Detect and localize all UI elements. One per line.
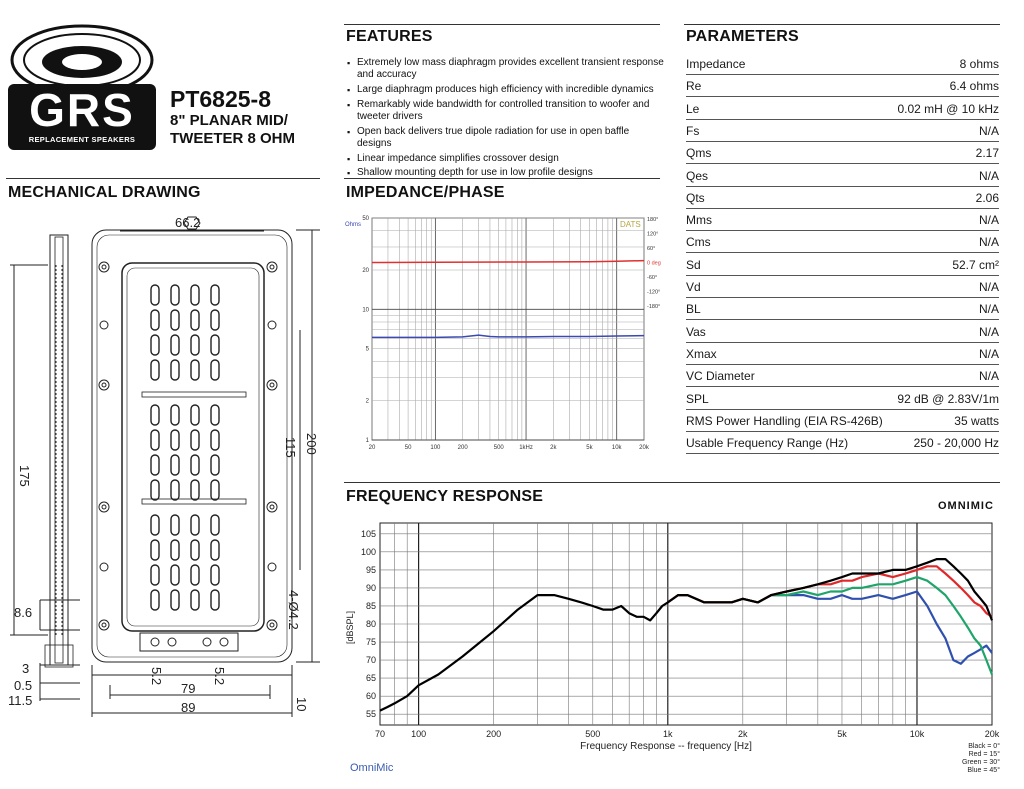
param-value: 2.17 <box>975 146 999 161</box>
vent-slot <box>211 405 219 425</box>
vent-slot <box>191 310 199 330</box>
mechanical-drawing <box>0 205 330 720</box>
legend-entry: Green = 30° <box>961 759 1000 766</box>
feature-item: ▪ Remarkably wide bandwidth for controlled transition to woofer and tweeter drivers <box>347 99 665 124</box>
dim-115: 115 <box>283 437 298 458</box>
param-value: N/A <box>978 235 999 250</box>
vent-slot <box>191 455 199 475</box>
param-value: N/A <box>978 369 999 384</box>
omnimic-footer: OmniMic <box>350 762 394 774</box>
vent-slot <box>211 515 219 535</box>
param-name: Fs <box>686 123 700 138</box>
param-row <box>686 120 999 142</box>
imp-x-tick: 200 <box>457 445 468 451</box>
fr-xlabel: Frequency Response -- frequency [Hz] <box>580 741 752 752</box>
features-list <box>347 57 665 182</box>
dim-5-2a: 5.2 <box>149 667 164 686</box>
fr-y-tick: 65 <box>365 673 376 684</box>
param-row <box>686 209 999 231</box>
vent-slot <box>171 540 179 560</box>
param-value: N/A <box>978 213 999 228</box>
vent-slot <box>171 430 179 450</box>
frequency-title: FREQUENCY RESPONSE <box>346 488 544 505</box>
param-value: N/A <box>978 123 999 138</box>
vent-slot <box>151 480 159 500</box>
imp-x-tick: 50 <box>404 445 412 451</box>
vent-slot <box>171 360 179 380</box>
param-name: Vas <box>686 324 706 339</box>
param-name: Qts <box>686 190 705 205</box>
vent-slot <box>171 565 179 585</box>
product-line1: 8" PLANAR MID/ <box>170 112 288 129</box>
vent-slot <box>171 590 179 610</box>
vent-slot <box>191 480 199 500</box>
feature-item: ▪ Open back delivers true dipole radiation for use in open baffle designs <box>347 126 665 151</box>
vent-slot <box>191 360 199 380</box>
param-row <box>686 231 999 253</box>
param-row <box>686 53 999 75</box>
vent-slot <box>171 335 179 355</box>
vent-slot <box>211 590 219 610</box>
imp-y-tick: 1 <box>365 438 369 444</box>
dim-10: 10 <box>294 697 309 712</box>
param-row <box>686 321 999 343</box>
fr-y-tick: 70 <box>365 655 376 666</box>
parameters-rule <box>684 24 1000 25</box>
vent-slot <box>191 565 199 585</box>
product-line2: TWEETER 8 OHM <box>170 130 296 147</box>
vent-slot <box>211 540 219 560</box>
imp-x-tick: 1kHz <box>519 445 533 451</box>
param-row <box>686 254 999 276</box>
vent-slot <box>211 455 219 475</box>
vent-slot <box>171 480 179 500</box>
imp-phase-tick: -120° <box>647 289 661 296</box>
fr-x-tick: 100 <box>411 729 427 739</box>
param-row <box>686 187 999 209</box>
dim-8-6: 8.6 <box>14 605 33 620</box>
vent-slot <box>151 515 159 535</box>
vent-slot <box>191 405 199 425</box>
dim-79: 79 <box>181 681 196 696</box>
fr-y-tick: 75 <box>365 637 376 648</box>
vent-slot <box>151 590 159 610</box>
fr-y-tick: 90 <box>365 582 376 593</box>
imp-x-tick: 500 <box>493 445 504 451</box>
imp-y-tick: 20 <box>362 267 369 274</box>
vent-slot <box>211 565 219 585</box>
dim-175: 175 <box>17 465 32 487</box>
param-name: Usable Frequency Range (Hz) <box>686 436 849 451</box>
vent-slot <box>171 310 179 330</box>
param-row <box>686 432 999 454</box>
mechanical-title: MECHANICAL DRAWING <box>8 184 201 201</box>
feature-item: ▪ Shallow mounting depth for use in low profile designs <box>347 167 665 179</box>
vent-slot <box>151 540 159 560</box>
param-name: VC Diameter <box>686 369 755 384</box>
vent-slot <box>151 565 159 585</box>
imp-phase-tick: -60° <box>647 275 658 281</box>
dim-top-width: 66.2 <box>175 215 201 230</box>
vent-slot <box>191 335 199 355</box>
vent-slot <box>151 360 159 380</box>
vent-slot <box>151 335 159 355</box>
vent-slot <box>171 405 179 425</box>
imp-y-tick: 10 <box>362 307 369 314</box>
param-name: Qms <box>686 146 712 161</box>
param-row <box>686 75 999 97</box>
features-rule <box>344 24 660 25</box>
legend-entry: Black = 0° <box>968 743 1000 750</box>
features-title: FEATURES <box>346 28 433 45</box>
fr-x-tick: 200 <box>486 729 502 739</box>
fr-x-tick: 70 <box>374 729 386 739</box>
frequency-legend <box>944 743 1000 775</box>
brand-logo <box>8 22 156 152</box>
param-name: Vd <box>686 280 701 294</box>
mechanical-rule <box>6 178 320 179</box>
fr-x-tick: 2k <box>738 729 748 739</box>
param-row <box>686 98 999 120</box>
vent-slot <box>211 285 219 305</box>
fr-y-tick: 80 <box>365 619 376 629</box>
param-value: 250 - 20,000 Hz <box>913 436 999 451</box>
feature-item: ▪ Extremely low mass diaphragm provides excellent transient response and accuracy <box>347 57 665 82</box>
dats-watermark: DATS <box>620 220 641 229</box>
param-name: Re <box>686 79 702 94</box>
vent-slot <box>151 285 159 305</box>
fr-y-tick: 85 <box>365 600 376 611</box>
vent-slot <box>211 310 219 330</box>
param-name: Impedance <box>686 57 746 71</box>
param-name: BL <box>686 302 701 317</box>
vent-slot <box>211 360 219 380</box>
legend-entry: Blue = 45° <box>967 767 1000 774</box>
fr-y-tick: 95 <box>365 564 376 575</box>
vent-slot <box>211 430 219 450</box>
imp-y-tick: 50 <box>362 216 369 222</box>
param-value: N/A <box>978 280 999 294</box>
imp-plot-frame <box>372 218 644 440</box>
parameters-table <box>686 53 999 453</box>
param-value: N/A <box>978 346 999 361</box>
fr-x-tick: 5k <box>837 729 847 739</box>
imp-x-tick: 5k <box>586 445 593 451</box>
param-name: Qes <box>686 168 709 183</box>
param-value: N/A <box>978 302 999 317</box>
fr-x-tick: 500 <box>585 729 601 739</box>
impedance-title: IMPEDANCE/PHASE <box>346 184 505 201</box>
imp-x-tick: 2k <box>550 445 557 451</box>
vent-slot <box>191 285 199 305</box>
frequency-rule <box>344 482 1000 483</box>
fr-y-tick: 60 <box>365 691 376 702</box>
imp-x-tick: 10k <box>611 445 622 451</box>
vent-slot <box>191 515 199 535</box>
imp-x-tick: 20 <box>368 445 376 451</box>
param-name: Le <box>686 101 700 116</box>
param-value: 2.06 <box>975 190 999 205</box>
product-model: PT6825-8 <box>170 86 272 112</box>
imp-x-tick: 100 <box>430 445 441 451</box>
vent-slot <box>151 430 159 450</box>
logo-text: GRS <box>29 84 135 136</box>
imp-x-tick: 20k <box>639 445 649 451</box>
param-value: 52.7 cm² <box>952 257 999 272</box>
imp-phase-tick: 120° <box>647 231 659 238</box>
dim-5-2b: 5.2 <box>212 667 227 686</box>
param-row <box>686 365 999 387</box>
param-value: 8 ohms <box>959 57 999 71</box>
vent-slot <box>191 430 199 450</box>
fr-y-tick: 105 <box>360 528 376 539</box>
fr-ylabel: [dBSPL] <box>345 610 355 644</box>
vent-slot <box>151 455 159 475</box>
dim-11-5: 11.5 <box>8 693 33 708</box>
impedance-curve <box>372 335 644 337</box>
param-value: 6.4 ohms <box>949 79 999 94</box>
param-name: Mms <box>686 213 712 228</box>
param-name: RMS Power Handling (EIA RS-426B) <box>686 413 883 428</box>
fr-y-tick: 100 <box>360 546 376 557</box>
imp-phase-tick: 60° <box>647 246 656 252</box>
feature-item: ▪ Large diaphragm produces high efficiency with incredible dynamics <box>347 84 665 96</box>
fr-x-tick: 10k <box>909 729 925 739</box>
fr-x-tick: 20k <box>984 729 1000 739</box>
param-name: SPL <box>686 391 709 406</box>
dim-3: 3 <box>22 661 30 676</box>
param-name: Sd <box>686 257 701 272</box>
vent-slot <box>151 310 159 330</box>
logo-subtext: REPLACEMENT SPEAKERS <box>28 135 136 144</box>
feature-item: ▪ Linear impedance simplifies crossover design <box>347 153 665 165</box>
param-row <box>686 343 999 365</box>
param-value: 0.02 mH @ 10 kHz <box>897 101 999 116</box>
imp-phase-tick: 180° <box>647 217 659 223</box>
imp-phase-tick: 0 deg <box>647 260 661 267</box>
param-value: N/A <box>978 168 999 183</box>
param-row <box>686 165 999 187</box>
vent-slot <box>171 455 179 475</box>
fr-x-tick: 1k <box>663 729 673 739</box>
param-value: 92 dB @ 2.83V/1m <box>897 391 999 406</box>
dim-holes: 4-Ø4.2 <box>286 590 301 630</box>
imp-phase-tick: -180° <box>647 304 661 310</box>
param-row <box>686 298 999 320</box>
fr-y-tick: 55 <box>365 709 376 720</box>
vent-slot <box>211 335 219 355</box>
frequency-chart <box>342 515 1002 760</box>
vent-slot <box>171 515 179 535</box>
omnimic-brand: OMNIMIC <box>938 500 994 512</box>
vent-slot <box>211 480 219 500</box>
param-value: N/A <box>978 324 999 339</box>
imp-ylabel: Ohms <box>345 222 362 228</box>
param-value: 35 watts <box>954 413 999 428</box>
parameters-title: PARAMETERS <box>686 28 799 45</box>
param-row <box>686 276 999 298</box>
imp-y-tick: 5 <box>365 346 369 353</box>
param-row <box>686 410 999 432</box>
dim-200: 200 <box>304 433 319 455</box>
vent-slot <box>191 590 199 610</box>
impedance-rule <box>344 178 660 179</box>
dim-0-5: 0.5 <box>14 678 33 693</box>
vent-slot <box>191 540 199 560</box>
param-row <box>686 388 999 410</box>
param-name: Xmax <box>686 346 717 361</box>
dim-89: 89 <box>181 700 196 715</box>
vent-slot <box>171 285 179 305</box>
legend-entry: Red = 15° <box>968 751 1000 758</box>
impedance-chart <box>342 210 664 458</box>
param-name: Cms <box>686 235 711 250</box>
param-row <box>686 142 999 164</box>
vent-slot <box>151 405 159 425</box>
phase-curve <box>372 261 644 263</box>
imp-y-tick: 2 <box>365 398 369 405</box>
